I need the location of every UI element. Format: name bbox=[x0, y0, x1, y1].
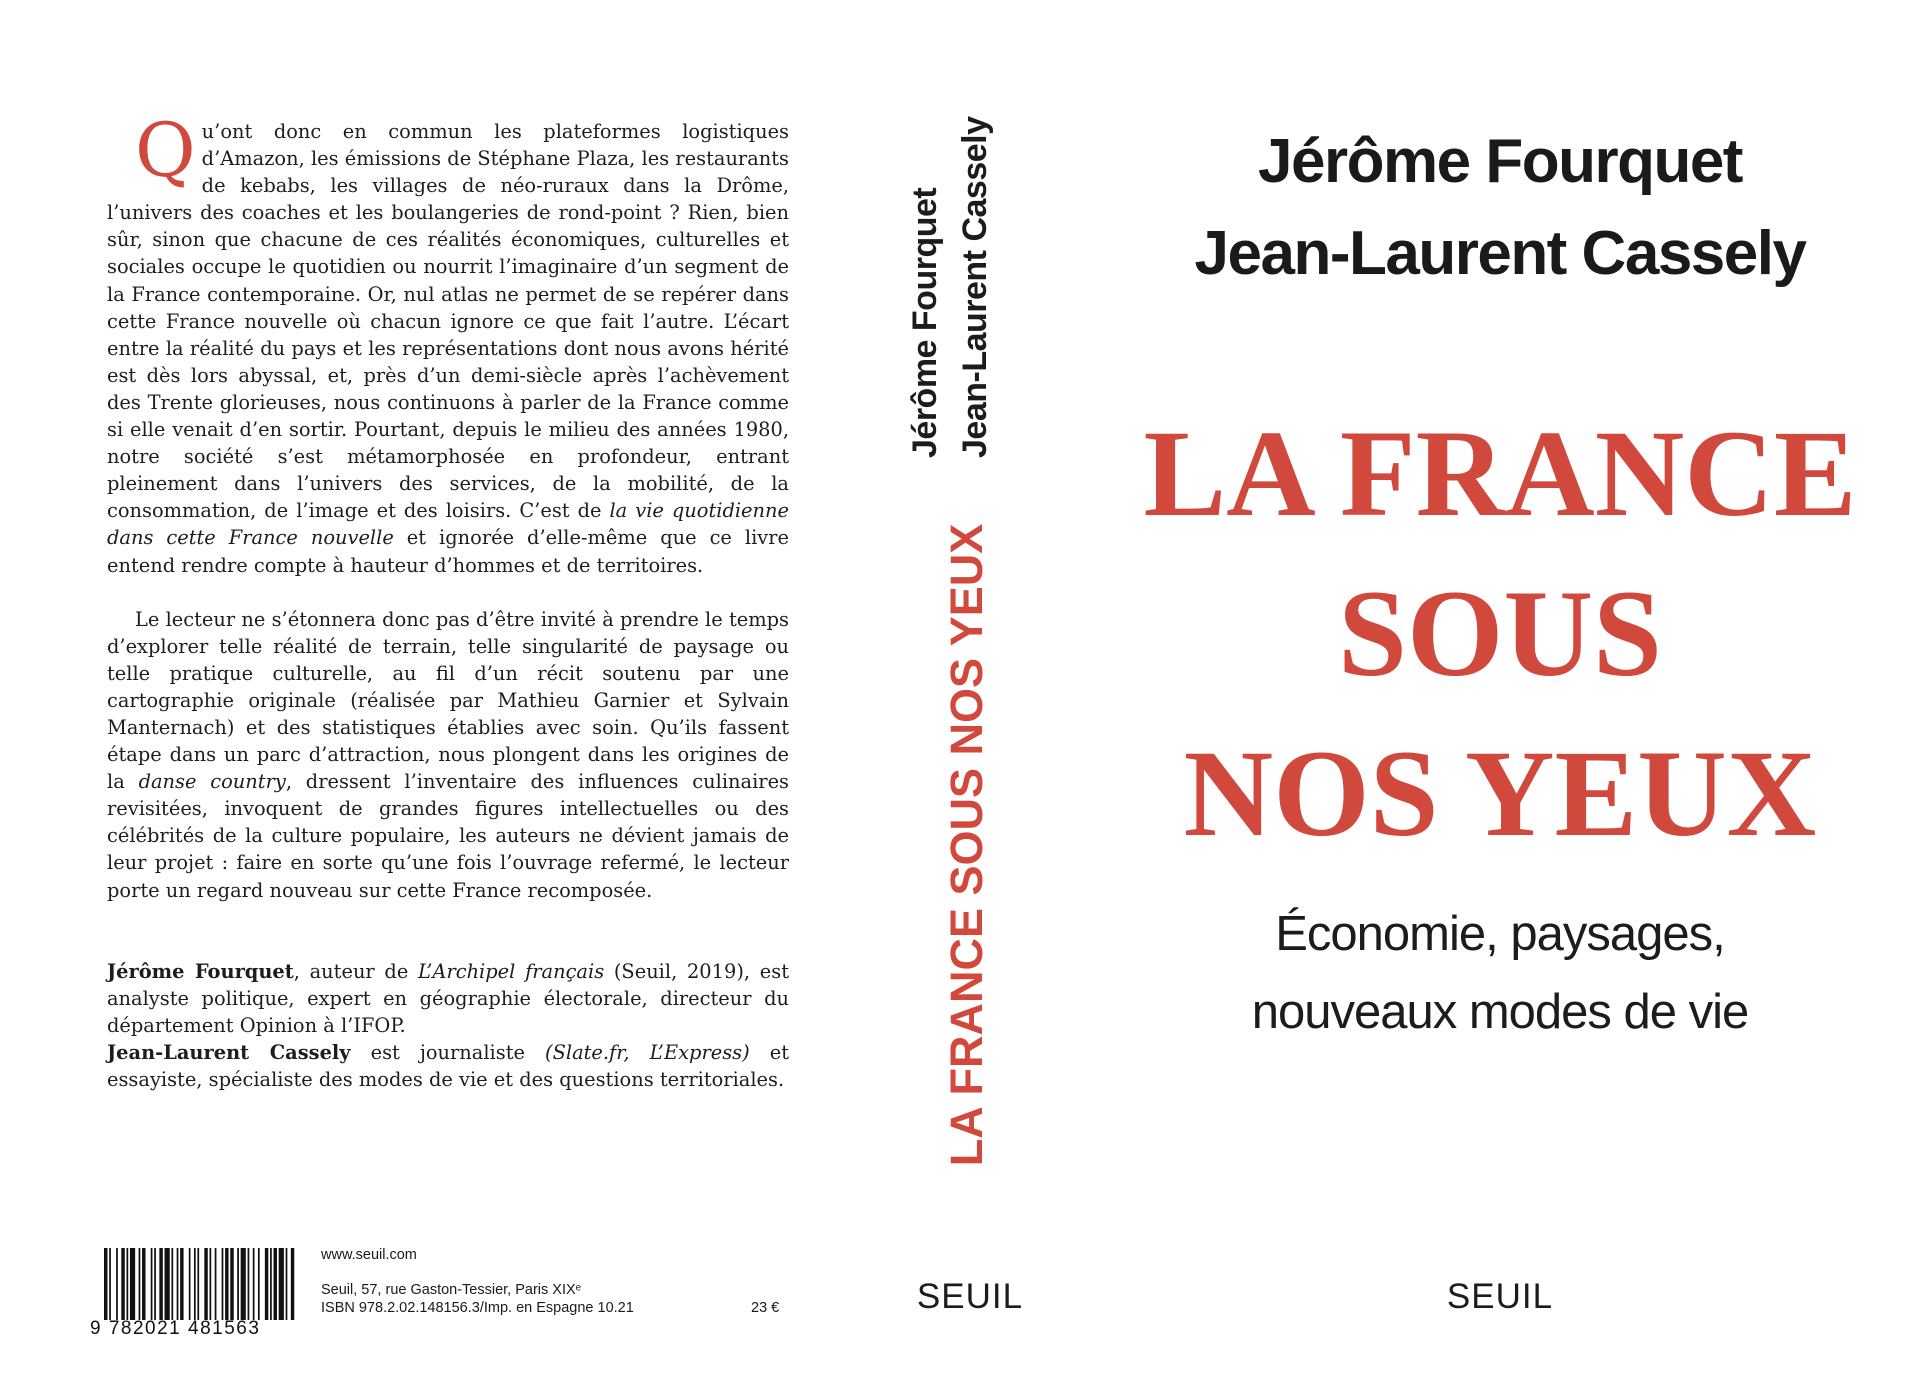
back-cover-text bbox=[107, 108, 789, 1093]
publisher-info bbox=[321, 1246, 634, 1317]
author-bio-2-text: est journaliste bbox=[350, 1040, 546, 1064]
barcode bbox=[104, 1248, 296, 1320]
author-bio-1-italic: L’Archipel français bbox=[418, 959, 605, 983]
blurb-paragraph-1-text: u’ont donc en commun les plateformes logistiques d’Amazon, les émissions de Stéphane Plaza, les restaurants de kebabs, les villages de néo-ruraux dans la Drôme, l’univers des coaches et les boulangeries de rond-point ? Rien, bien sûr, sinon que chacune de ces réalités économiques, culturelles et sociales occupe le quotidien ou nourrit l’imaginaire d’un segment de la France contemporaine. Or, nul atlas ne permet de se repérer dans cette France nouvelle où chacun ignore ce que fait l’autre. L’écart entre la réalité du pays et les représentations dont nous avons hérité est dès lors abyssal, et, près d’un demi-siècle après l’achèvement des Trente glorieuses, nous continuons à parler de la France comme si elle venait d’en sortir. Pourtant, depuis le milieu des années 1980, notre société s’est métamorphosée en profondeur, entrant pleinement dans l’univers des services, de la mobilité, de la consommation, de l’image et des loisirs. C’est de bbox=[107, 120, 789, 523]
isbn: ISBN 978.2.02.148156.3/Imp. en Espagne 10.21 bbox=[321, 1300, 634, 1316]
author-bio-2-italic: (Slate.fr, L’Express) bbox=[545, 1040, 750, 1064]
spine-author-2: Jean-Laurent Cassely bbox=[956, 116, 994, 458]
author-bio-2-name: Jean-Laurent Cassely bbox=[107, 1040, 351, 1064]
blurb-paragraph-1 bbox=[107, 108, 789, 579]
blurb-paragraph-2-text: Le lecteur ne s’étonnera donc pas d’être invité à prendre le temps d’explorer telle réalité de terrain, telle singularité de paysage ou telle pratique culturelle, au fil d’un récit soutenu par une cartographie originale (réalisée par Mathieu Garnier et Sylvain Manternach) et des statistiques établies avec soin. Qu’ils fassent étape dans un parc d’attraction, nous plongent dans les origines de la bbox=[107, 607, 789, 794]
author-bio-2 bbox=[107, 1039, 789, 1093]
book-title-line-3: NOS YEUX bbox=[1183, 725, 1817, 862]
front-publisher: SEUIL bbox=[1446, 1277, 1554, 1316]
author-bio-1-text: , auteur de bbox=[293, 959, 419, 983]
spine-authors bbox=[900, 118, 1020, 458]
drop-cap: Q bbox=[135, 108, 196, 194]
blurb-paragraph-2-italic: danse country bbox=[138, 770, 286, 794]
front-author-1: Jérôme Fourquet bbox=[1258, 127, 1742, 196]
spine-title-text: LA FRANCE SOUS NOS YEUX bbox=[941, 523, 992, 1167]
publisher-address: Seuil, 57, rue Gaston-Tessier, Paris XIXᵉ bbox=[321, 1282, 582, 1298]
front-authors bbox=[1080, 116, 1920, 300]
spine-author-1: Jérôme Fourquet bbox=[906, 187, 944, 458]
barcode-digits: 9 782021 481563 bbox=[90, 1318, 261, 1339]
front-cover bbox=[1080, 0, 1920, 1388]
blurb-paragraph-1-italic: la vie quotidienne dans cette France nouvelle bbox=[107, 499, 789, 550]
author-bios bbox=[107, 958, 789, 1093]
author-bio-1-end: (Seuil, 2019), est analyste politique, expert en géographie électorale, directeur du département Opinion à l’IFOP. bbox=[107, 959, 789, 1037]
blurb-paragraph-1-end: et ignorée d’elle-même que ce livre entend rendre compte à hauteur d’hommes et de territoires. bbox=[107, 526, 789, 577]
author-bio-1 bbox=[107, 958, 789, 1039]
author-bio-1-name: Jérôme Fourquet bbox=[107, 959, 294, 983]
book-title-line-2: SOUS bbox=[1338, 565, 1662, 702]
front-author-2: Jean-Laurent Cassely bbox=[1194, 219, 1806, 288]
price: 23 € bbox=[751, 1300, 780, 1316]
publisher-website: www.seuil.com bbox=[321, 1247, 417, 1263]
book-subtitle bbox=[1080, 895, 1920, 1051]
book-title bbox=[1080, 394, 1920, 874]
spine-title bbox=[940, 495, 1000, 1195]
book-subtitle-line-1: Économie, paysages, bbox=[1275, 907, 1725, 961]
blurb-paragraph-2 bbox=[107, 606, 789, 904]
spine-publisher: SEUIL bbox=[916, 1277, 1024, 1316]
book-title-line-1: LA FRANCE bbox=[1143, 405, 1857, 542]
book-subtitle-line-2: nouveaux modes de vie bbox=[1251, 985, 1749, 1039]
author-bio-2-end: et essayiste, spécialiste des modes de vie et des questions territoriales. bbox=[107, 1040, 789, 1091]
blurb-paragraph-2-end: , dressent l’inventaire des influences culinaires revisitées, invoquent de grandes figures intellectuelles ou des célébrités de la culture populaire, les auteurs ne dévient jamais de leur projet : faire en sorte qu’une fois l’ouvrage refermé, le lecteur porte un regard nouveau sur cette France recomposée. bbox=[107, 770, 789, 902]
